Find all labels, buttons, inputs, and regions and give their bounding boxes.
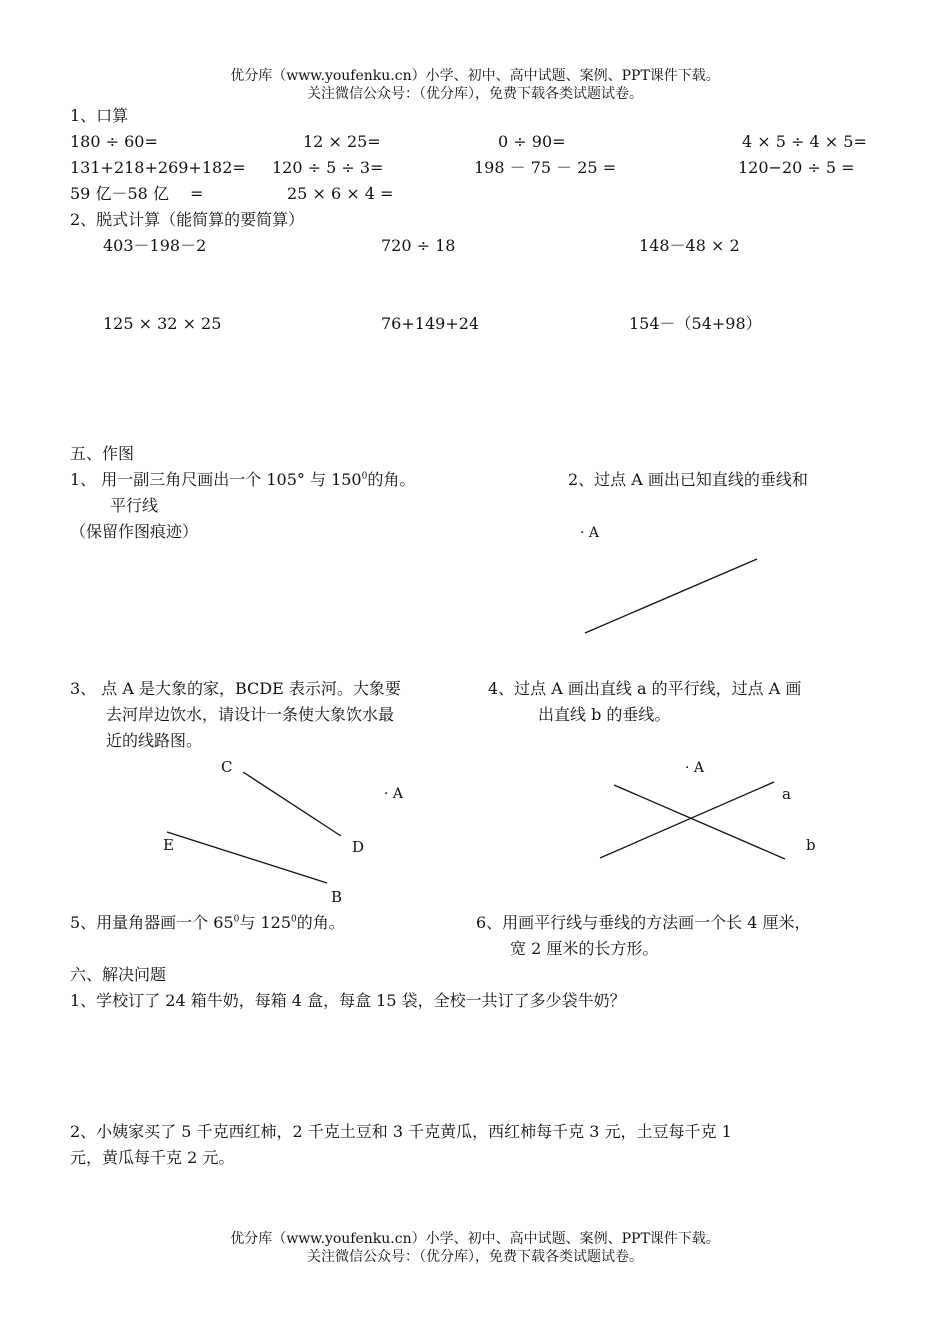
oral-item: 131+218+269+182= <box>70 158 246 177</box>
oral-item: 180 ÷ 60= <box>70 132 158 151</box>
fig3-label-c: C <box>221 758 233 776</box>
fig4-label-b: b <box>806 836 816 854</box>
q4-line-1: 4、过点 A 画出直线 a 的平行线，过点 A 画 <box>488 679 802 698</box>
calc-item: 76+149+24 <box>381 314 480 333</box>
oral-item: 198 － 75 － 25 = <box>474 158 617 177</box>
oral-item: 0 ÷ 90= <box>498 132 566 151</box>
fig3-river-eb <box>167 832 327 883</box>
problems-title: 六、解决问题 <box>70 965 167 984</box>
footer-line-1: 优分库（www.youfenku.cn）小学、初中、高中试题、案例、PPT课件下载。 <box>230 1231 720 1247</box>
problem-2-line-2: 元，黄瓜每千克 2 元。 <box>70 1148 235 1167</box>
q1-text: 1、 用一副三角尺画出一个 105° 与 $150^0$的角。 <box>70 470 416 489</box>
oral-item: 12 × 25= <box>303 132 381 151</box>
q1-note: （保留作图痕迹） <box>70 522 199 541</box>
header-line-2: 关注微信公众号：（优分库），免费下载各类试题试卷。 <box>307 86 643 102</box>
fig3-label-b: B <box>331 888 343 906</box>
drawing-title: 五、作图 <box>70 444 135 463</box>
fig2-given-line <box>585 559 757 633</box>
q2-text: 2、过点 A 画出已知直线的垂线和 <box>568 470 808 489</box>
oral-title: 1、口算 <box>70 106 129 125</box>
fig4-label-a: a <box>782 785 791 803</box>
fig3-point-a-label: · A <box>384 786 404 802</box>
calc-title: 2、脱式计算（能简算的要简算） <box>70 210 305 229</box>
oral-item: 120−20 ÷ 5 = <box>738 158 855 177</box>
q4-line-2: 出直线 b 的垂线。 <box>538 705 671 724</box>
fig3-label-d: D <box>352 838 365 856</box>
calc-item: 403－198－2 <box>103 236 207 255</box>
q5-text: 5、用量角器画一个 $65^0$与 $125^0$的角。 <box>70 913 345 932</box>
q6-line-2: 宽 2 厘米的长方形。 <box>510 939 659 958</box>
fig4-line-b <box>614 785 785 859</box>
fig4-line-a <box>600 782 774 858</box>
problem-2-line-1: 2、小姨家买了 5 千克西红柿，2 千克土豆和 3 千克黄瓜，西红柿每千克 3 元，土豆每千克 1 <box>70 1122 732 1141</box>
oral-item: 120 ÷ 5 ÷ 3= <box>272 158 384 177</box>
calc-item: 720 ÷ 18 <box>381 236 456 255</box>
q1-line-2: 平行线 <box>110 496 159 515</box>
fig2-point-a-label: · A <box>580 525 600 541</box>
header-line-1: 优分库（www.youfenku.cn）小学、初中、高中试题、案例、PPT课件下载。 <box>230 68 720 84</box>
calc-item: 125 × 32 × 25 <box>103 314 222 333</box>
footer-line-2: 关注微信公众号：（优分库），免费下载各类试题试卷。 <box>307 1249 643 1265</box>
problem-1: 1、学校订了 24 箱牛奶，每箱 4 盒，每盒 15 袋，全校一共订了多少袋牛奶？ <box>70 991 626 1010</box>
fig3-label-e: E <box>163 836 174 854</box>
oral-item: 25 × 6 × 4 = <box>287 184 394 203</box>
fig4-point-a-label: · A <box>685 760 705 776</box>
calc-item: 154－（54+98） <box>629 314 762 333</box>
q3-line-2: 去河岸边饮水，请设计一条使大象饮水最 <box>106 705 395 724</box>
oral-item: 59 亿－58 亿 = <box>70 184 204 203</box>
q6-line-1: 6、用画平行线与垂线的方法画一个长 4 厘米， <box>476 913 811 932</box>
calc-item: 148－48 × 2 <box>639 236 740 255</box>
oral-item: 4 × 5 ÷ 4 × 5= <box>742 132 867 151</box>
fig3-river-cd <box>243 772 341 836</box>
q3-line-1: 3、 点 A 是大象的家，BCDE 表示河。大象要 <box>70 679 401 698</box>
q3-line-3: 近的线路图。 <box>106 731 203 750</box>
